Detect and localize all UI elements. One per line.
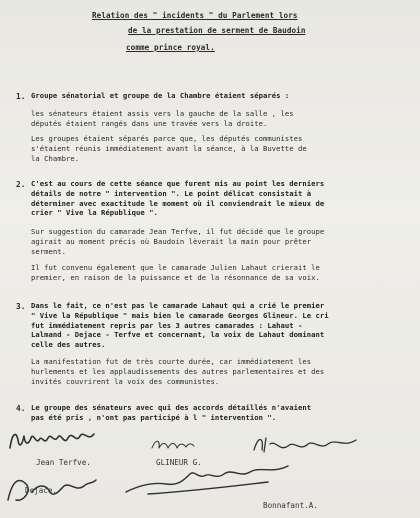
- signature-label-glineur: GLINEUR G.: [156, 458, 202, 467]
- section-3-paragraph-1: La manifestation fut de très courte durée, car immédiatement les hurlements et les applaudissements des autres parlementaires et des invités couvrirent la voix des communistes.: [31, 357, 325, 386]
- section-1-lead: Groupe sénatorial et groupe de la Chambre étaient séparés :: [31, 91, 290, 100]
- title-line-2: de la prestation de serment de Baudoin: [128, 26, 306, 35]
- section-1-paragraph-2: Les groupes étaient séparés parce que, les députés communistes s'étaient réunis immédiatement avant la séance, à la Buvette de la Chambre.: [31, 134, 307, 163]
- section-2-lead: C'est au cours de cette séance que furent mis au point les derniers détails de notre " intervention ". Le point délicat consistait à déterminer avec exactitude le moment où il conviendrait le mieux de crier " Vive la République ".: [31, 179, 325, 218]
- signature-label-terfve: Jean Terfve.: [36, 458, 91, 467]
- section-2-paragraph-1: Sur suggestion du camarade Jean Terfve, il fut décidé que le groupe agirait au moment précis où Baudoin lèverait la main pour prêter serment.: [31, 227, 325, 256]
- title-line-3: comme prince royal.: [126, 43, 215, 52]
- section-4-number: 4.: [16, 404, 26, 413]
- section-2-paragraph-2: Il fut convenu également que le camarade Julien Lahaut crierait le premier, en raison de la puissance et de la résonnance de sa voix.: [31, 263, 320, 282]
- section-4-lead: Le groupe des sénateurs avec qui des accords détaillés n'avaient pas été pris , n'ont pas participé à l " intervention ".: [31, 403, 312, 422]
- section-3-lead: Dans le fait, ce n'est pas le camarade Lahaut qui a crié le premier " Vive la République " mais bien le camarade Georges Glineur. Le cri fut immédiatement repris par les 3 autres camarades : Lahaut - Lalmand - Dejace - Terfve et concernant, la voix de Lahaut dominant celle des autres.: [31, 301, 329, 350]
- signature-label-dejace: Dejace.: [25, 486, 58, 495]
- signature-glineur-handwritten: [150, 436, 196, 454]
- section-1-paragraph-1: les sénateurs étaient assis vers la gauche de la salle , les députés étaient rangés dans une travée vers la droite.: [31, 109, 294, 128]
- signature-terfve-handwritten: [6, 424, 98, 454]
- section-2-number: 2.: [16, 180, 26, 189]
- signature-lahaut-handwritten: [250, 432, 360, 458]
- section-1-number: 1.: [16, 92, 26, 101]
- signature-bonnafant-handwritten: [118, 462, 294, 502]
- signature-label-bonnafant: Bonnafant.A.: [263, 501, 318, 510]
- title-line-1: Relation des " incidents " du Parlement lors: [92, 11, 298, 20]
- section-3-number: 3.: [16, 302, 26, 311]
